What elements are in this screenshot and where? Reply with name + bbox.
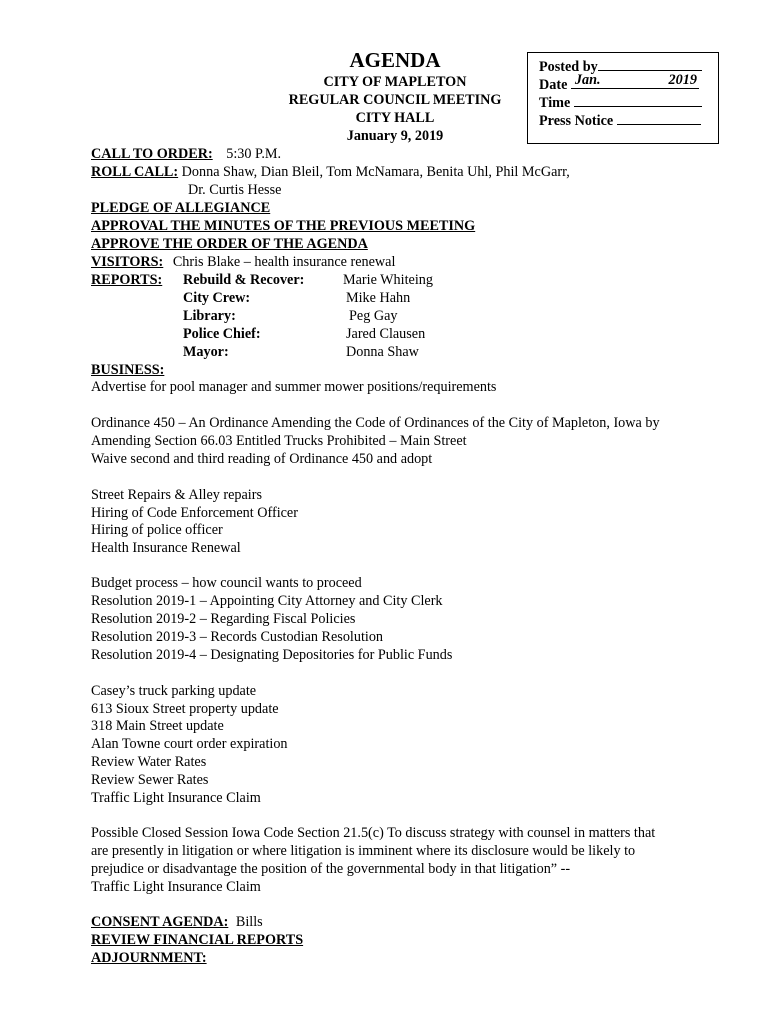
call-to-order <box>91 146 281 164</box>
approval-minutes: APPROVAL THE MINUTES OF THE PREVIOUS MEETING <box>91 218 476 234</box>
roll-call-members: Donna Shaw, Dian Bleil, Tom McNamara, Benita Uhl, Phil McGarr, <box>181 164 570 180</box>
consent-agenda-label: CONSENT AGENDA: <box>91 914 229 930</box>
date-label: Date <box>539 77 568 93</box>
reports-label: REPORTS: <box>91 272 163 288</box>
press-notice-row <box>539 111 701 130</box>
posted-by-blank <box>598 57 702 71</box>
report-name: Mike Hahn <box>346 290 411 306</box>
ordinance-line: Amending Section 66.03 Entitled Trucks Prohibited – Main Street <box>91 433 467 449</box>
business-item: Resolution 2019-4 – Designating Depositories for Public Funds <box>91 647 453 663</box>
business-item: Hiring of police officer <box>91 522 223 538</box>
roll-call <box>91 164 570 182</box>
posted-by-label: Posted by <box>539 59 598 75</box>
consent-agenda-value: Bills <box>235 914 263 930</box>
time-row <box>539 93 702 112</box>
business-item: Resolution 2019-1 – Appointing City Attorney and City Clerk <box>91 593 443 609</box>
posting-notice-box <box>527 52 719 144</box>
meeting-location: CITY HALL <box>355 110 435 126</box>
report-name: Jared Clausen <box>346 326 426 342</box>
report-name: Peg Gay <box>349 308 398 324</box>
business-item: Casey’s truck parking update <box>91 683 257 699</box>
adjournment: ADJOURNMENT: <box>91 950 207 966</box>
business-label: BUSINESS: <box>91 362 165 378</box>
report-name: Marie Whiteing <box>343 272 433 288</box>
pledge-of-allegiance: PLEDGE OF ALLEGIANCE <box>91 200 271 216</box>
business-item: Review Water Rates <box>91 754 207 770</box>
report-role: Mayor: <box>183 344 229 360</box>
report-role: City Crew: <box>183 290 251 306</box>
press-notice-label: Press Notice <box>539 113 614 129</box>
report-role: Police Chief: <box>183 326 261 342</box>
business-item: Resolution 2019-2 – Regarding Fiscal Policies <box>91 611 356 627</box>
date-year: 2019 <box>668 72 697 88</box>
closed-session-line: are presently in litigation or where litigation is imminent where its disclosure would be likely to <box>91 843 636 859</box>
visitors <box>91 254 395 272</box>
report-name: Donna Shaw <box>346 344 419 360</box>
meeting-date: January 9, 2019 <box>346 128 444 144</box>
meeting-type: REGULAR COUNCIL MEETING <box>288 92 502 108</box>
business-item: 318 Main Street update <box>91 718 224 734</box>
visitors-value: Chris Blake – health insurance renewal <box>172 254 396 270</box>
closed-session-line: Traffic Light Insurance Claim <box>91 879 261 895</box>
roll-call-continuation: Dr. Curtis Hesse <box>188 182 282 198</box>
date-blank <box>571 72 699 89</box>
approve-order: APPROVE THE ORDER OF THE AGENDA <box>91 236 368 252</box>
call-to-order-time: 5:30 P.M. <box>226 146 282 162</box>
city-name: CITY OF MAPLETON <box>323 74 467 90</box>
date-row <box>539 72 699 94</box>
closed-session-line: Possible Closed Session Iowa Code Section 21.5(c) To discuss strategy with counsel in matters that <box>91 825 656 841</box>
consent-agenda <box>91 914 263 932</box>
page-title: AGENDA <box>349 48 441 72</box>
business-item: Review Sewer Rates <box>91 772 209 788</box>
report-role: Rebuild & Recover: <box>183 272 305 288</box>
business-item: Alan Towne court order expiration <box>91 736 288 752</box>
ordinance-line: Waive second and third reading of Ordinance 450 and adopt <box>91 451 433 467</box>
ordinance-line: Ordinance 450 – An Ordinance Amending the Code of Ordinances of the City of Mapleton, Iowa by <box>91 415 660 431</box>
business-item: Advertise for pool manager and summer mower positions/requirements <box>91 379 497 395</box>
review-financial-reports: REVIEW FINANCIAL REPORTS <box>91 932 304 948</box>
business-item: Health Insurance Renewal <box>91 540 241 556</box>
date-month: Jan. <box>574 72 601 88</box>
business-item: Hiring of Code Enforcement Officer <box>91 505 298 521</box>
business-item: Resolution 2019-3 – Records Custodian Resolution <box>91 629 384 645</box>
visitors-label: VISITORS: <box>91 254 164 270</box>
business-item: Street Repairs & Alley repairs <box>91 487 262 503</box>
time-label: Time <box>539 95 571 111</box>
time-blank <box>574 93 702 107</box>
roll-call-label: ROLL CALL: <box>91 164 179 180</box>
call-to-order-label: CALL TO ORDER: <box>91 146 213 162</box>
report-role: Library: <box>183 308 236 324</box>
business-item: Budget process – how council wants to proceed <box>91 575 362 591</box>
press-notice-blank <box>617 111 701 125</box>
business-item: Traffic Light Insurance Claim <box>91 790 261 806</box>
closed-session-line: prejudice or disadvantage the position of the governmental body in that litigation” -- <box>91 861 571 877</box>
business-item: 613 Sioux Street property update <box>91 701 279 717</box>
